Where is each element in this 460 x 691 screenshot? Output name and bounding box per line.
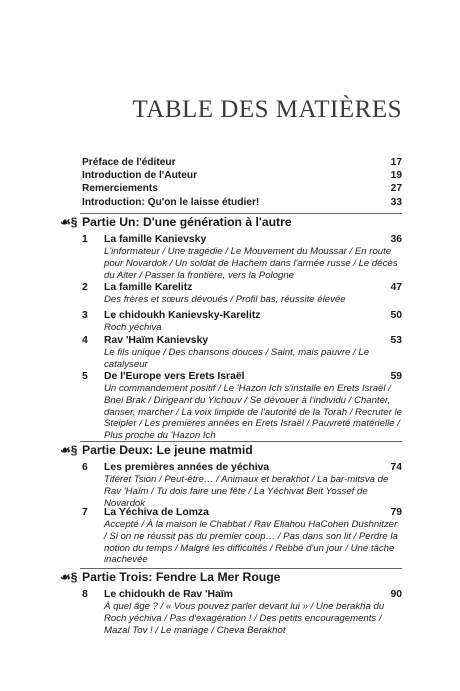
chapter-subtopics: L'informateur / Une tragédie / Le Mouvement du Moussar / En route pour Novardok / Un soldat de Hachem dans l'armée russe / Le décès du Alter / Passer la frontière, vers la Pologne — [104, 246, 398, 281]
chapter-subtopics: Le fils unique / Des chansons douces / Saint, mais pauvre / Le catalyseur — [104, 347, 370, 370]
chapter-page: 90 — [390, 589, 402, 600]
chapter-page: 53 — [390, 335, 402, 346]
chapter-subtopics: Roch yéchiva — [104, 322, 162, 333]
chapter-number: 5 — [82, 371, 88, 382]
entry-label: Introduction: Qu'on le laisse étudier! — [82, 196, 260, 208]
chapter-page: 50 — [390, 310, 402, 321]
part-heading — [60, 568, 402, 586]
entry-label: Remerciements — [82, 183, 158, 195]
part-title: Partie Un: D'une génération à l'autre — [82, 215, 292, 229]
divider — [80, 441, 402, 442]
chapter-title: Les premières années de yéchiva — [104, 462, 270, 473]
part-title: Partie Deux: Le jeune matmid — [82, 443, 253, 457]
entry-page: 33 — [390, 196, 402, 208]
entry-label: Préface de l'éditeur — [82, 157, 176, 168]
chapter-title: La famille Karelitz — [104, 282, 193, 293]
chapter-subtopics: Des frères et sœurs dévoués / Profil bas, réussite élevée — [104, 294, 346, 305]
part-heading — [60, 213, 402, 231]
toc-entry[interactable] — [82, 169, 402, 182]
chapter-title: La Yéchiva de Lomza — [104, 507, 209, 518]
part-heading — [60, 441, 402, 459]
entry-page: 17 — [390, 157, 402, 168]
chapter-number: 4 — [82, 335, 88, 346]
toc-entry[interactable] — [82, 156, 402, 169]
chapter-number: 6 — [82, 462, 88, 473]
chapter-number: 7 — [82, 507, 88, 518]
chapter-page: 47 — [390, 282, 402, 293]
part-title: Partie Trois: Fendre La Mer Rouge — [82, 570, 281, 584]
chapter-title: Rav 'Haïm Kanievsky — [104, 335, 209, 346]
chapter-entry[interactable] — [82, 281, 402, 306]
chapter-entry[interactable] — [82, 370, 402, 442]
chapter-title: De l'Europe vers Erets Israël — [104, 371, 245, 382]
chapter-subtopics: Tiféret Tsion / Peut-être… / Animaux et berakhot / La bar-mitsva de Rav 'Haïm / Tu dois faire une fête / La Yéchivat Beit Yossef de Novardok — [104, 474, 389, 509]
chapter-number: 3 — [82, 310, 88, 321]
chapter-subtopics: À quel âge ? / « Vous pouvez parler devant lui » / Une berakha du Roch yéchiva / Pas d'exagération ! / Des petits encouragements / Mazal Tov ! / Le mariage / Cheva Berakhot — [104, 601, 385, 636]
chapter-entry[interactable] — [82, 334, 402, 371]
chapter-page: 74 — [390, 462, 402, 473]
chapter-number: 8 — [82, 589, 88, 600]
chapter-entry[interactable] — [82, 309, 402, 334]
chapter-subtopics: Accepté / À la maison le Chabbat / Rav Eliahou HaCohen Dushnitzer / Si on ne réussit pas du premier coup… / Pas dans son lit / Perdre la notion du temps / Malgré les difficultés / Rebbé d'un jour / Une tâche inachevée — [104, 519, 398, 566]
chapter-entry[interactable] — [82, 233, 402, 281]
chapter-number: 2 — [82, 282, 88, 293]
chapter-title: Le chidoukh Kanievsky-Karelitz — [104, 310, 261, 321]
entry-page: 27 — [390, 183, 402, 195]
chapter-subtopics: Un commandement positif / Le 'Hazon Ich s'installe en Erets Israël / Bnei Brak / Dirigeant du Yichouv / Se dévouer à l'individu / Chanter, danser, marcher / La voix limpide de l'autorité de la Torah / Recruter le Steipler / Les premières années en Erets Israël / Pauvreté matérielle / Plus proche du 'Hazon Ich — [104, 383, 402, 442]
chapter-entry[interactable] — [82, 506, 402, 566]
chapter-number: 1 — [82, 234, 88, 245]
chapter-page: 79 — [390, 507, 402, 518]
chapter-page: 36 — [390, 234, 402, 245]
ornament-icon: ☙§ — [60, 570, 78, 584]
chapter-entry[interactable] — [82, 588, 402, 636]
chapter-title: La famille Kanievsky — [104, 234, 207, 245]
chapter-title: Le chidoukh de Rav 'Haïm — [104, 589, 233, 600]
toc-entry[interactable] — [82, 182, 402, 195]
page-title: TABLE DES MATIÈRES — [132, 96, 402, 123]
chapter-entry[interactable] — [82, 461, 402, 509]
entry-label: Introduction de l'Auteur — [82, 170, 198, 182]
chapter-page: 59 — [390, 371, 402, 382]
front-matter-list — [82, 156, 402, 209]
toc-entry[interactable] — [82, 196, 402, 209]
ornament-icon: ☙§ — [60, 443, 78, 457]
divider — [80, 213, 402, 214]
divider — [80, 568, 402, 569]
entry-page: 19 — [390, 170, 402, 182]
ornament-icon: ☙§ — [60, 215, 78, 229]
